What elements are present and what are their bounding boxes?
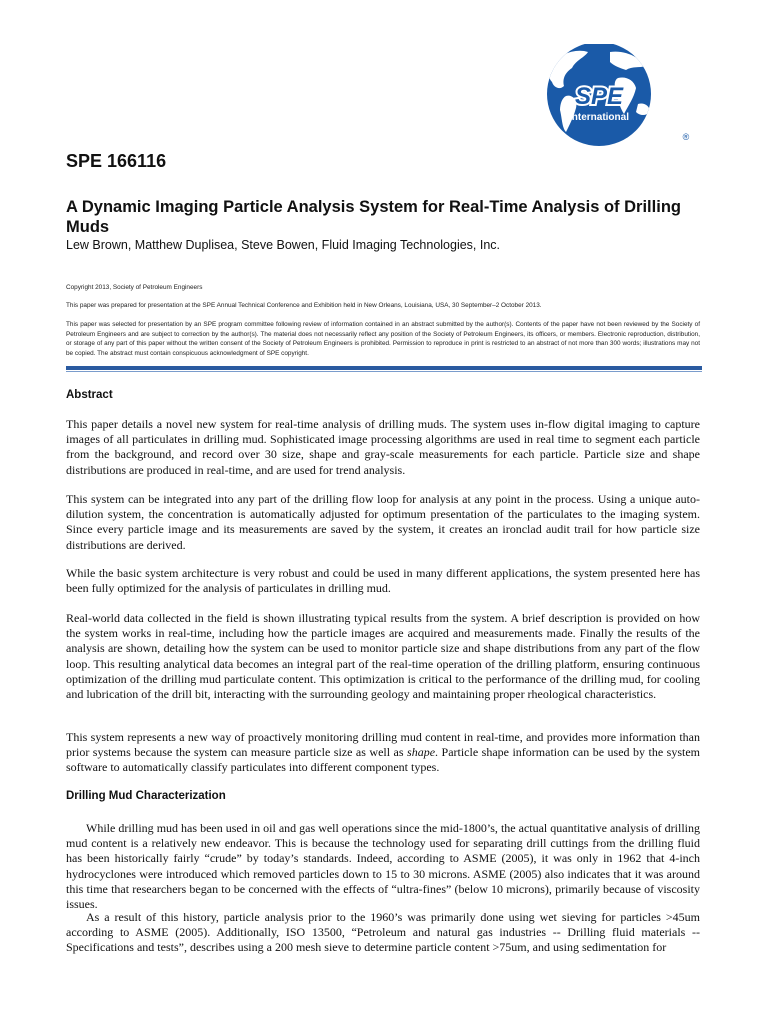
abstract-last-text-end: . Particle shape information can be used by the system software to automatically classify particulates into different component types.	[66, 745, 700, 775]
abstract-paragraph: While the basic system architecture is very robust and could be used in many different applications, the system presented here has been fully optimized for the analysis of particulates in drilling mud.	[66, 566, 700, 596]
logo-subtitle: International	[568, 112, 630, 123]
abstract-paragraph-last	[66, 730, 700, 776]
abstract-paragraph: This system can be integrated into any part of the drilling flow loop for analysis at any point in the process. Using a unique auto-dilution system, the concentration is automatically adjusted for optimum presentation of the particulates to the imaging system. Since every particle image and its measurements are saved by the system, it creates an ironclad audit trail for how particle size distributions are derived.	[66, 492, 700, 552]
abstract-paragraph: This paper details a novel new system for real-time analysis of drilling muds. The system uses in-flow digital imaging to capture images of all particulates in drilling mud. Sophisticated image processing algorithms are used in real time to segment each particle from the background, and record over 30 size, shape and gray-scale measurements for each particle. Particle size and shape distributions are produced in real-time, and are used for trend analysis.	[66, 417, 700, 477]
spe-international-logo	[506, 44, 696, 148]
abstract-last-text: This system represents a new way of proactively monitoring drilling mud content in real-time, and provides more information than prior systems because the system can measure particle size as well as	[66, 730, 700, 760]
body-paragraph: As a result of this history, particle analysis prior to the 1960’s was primarily done using wet sieving for particles >45um according to ASME (2005). Additionally, ISO 13500, “Petroleum and natural gas industries -- Drilling fluid materials -- Specifications and tests”, describes using a 200 mesh sieve to determine particle content >75um, and using sedimentation for	[66, 910, 700, 955]
emphasis-shape: shape	[407, 745, 436, 760]
registered-mark: ®	[682, 132, 690, 142]
logo-wordmark: SPE	[574, 83, 624, 110]
paper-number: SPE 166116	[66, 151, 167, 171]
review-disclaimer: This paper was selected for presentation by an SPE program committee following review of information contained in an abstract submitted by the author(s). Contents of the paper have not been reviewed by the Society of Petroleum Engineers and are subject to correction by the author(s). The material does not necessarily reflect any position of the Society of Petroleum Engineers, its officers, or members. Electronic reproduction, distribution, or storage of any part of this paper without the written consent of the Society of Petroleum Engineers is prohibited. Permission to reproduce in print is restricted to an abstract of not more than 300 words; illustrations may not be copied. The abstract must contain conspicuous acknowledgment of SPE copyright.	[66, 321, 700, 357]
presentation-notice: This paper was prepared for presentation at the SPE Annual Technical Conference and Exhibition held in New Orleans, Louisiana, USA, 30 September–2 October 2013.	[66, 302, 542, 309]
section-heading: Drilling Mud Characterization	[66, 790, 226, 802]
copyright-notice: Copyright 2013, Society of Petroleum Engineers	[66, 284, 203, 291]
paper-title: A Dynamic Imaging Particle Analysis System for Real-Time Analysis of Drilling Muds	[66, 198, 681, 236]
body-paragraph: While drilling mud has been used in oil and gas well operations since the mid-1800’s, the actual quantitative analysis of drilling mud content is a relatively new endeavor. This is because the technology used for separating drill cuttings from the drilling fluid has been historically fairly “crude” by today’s standards. Indeed, according to ASME (2005), it was only in 1962 that 4-inch hydrocyclones were introduced which removed particles down to 15 to 30 microns. ASME (2005) also indicates that it was around this time that researchers began to be concerned with the effects of “ultra-fines” (below 10 microns), primarily because of viscosity issues.	[66, 821, 700, 912]
abstract-heading: Abstract	[66, 389, 113, 401]
author-line: Lew Brown, Matthew Duplisea, Steve Bowen, Fluid Imaging Technologies, Inc.	[66, 238, 501, 252]
abstract-paragraph: Real-world data collected in the field is shown illustrating typical results from the system. A brief description is provided on how the system works in real-time, including how the particle images are acquired and measurements made. Finally the results of the analysis are shown, detailing how the system can be used to monitor particle size and shape distributions from any part of the flow loop. This resulting analytical data becomes an integral part of the real-time operation of the drilling platform, ensuring continuous optimization of the drilling mud particulate content. This optimization is critical to the performance of the drilling mud, for cooling and lubrication of the drill bit, interacting with the surrounding geology and maintaining proper rheological characteristics.	[66, 611, 700, 702]
header-divider-thin	[66, 371, 702, 372]
header-divider	[66, 366, 702, 370]
